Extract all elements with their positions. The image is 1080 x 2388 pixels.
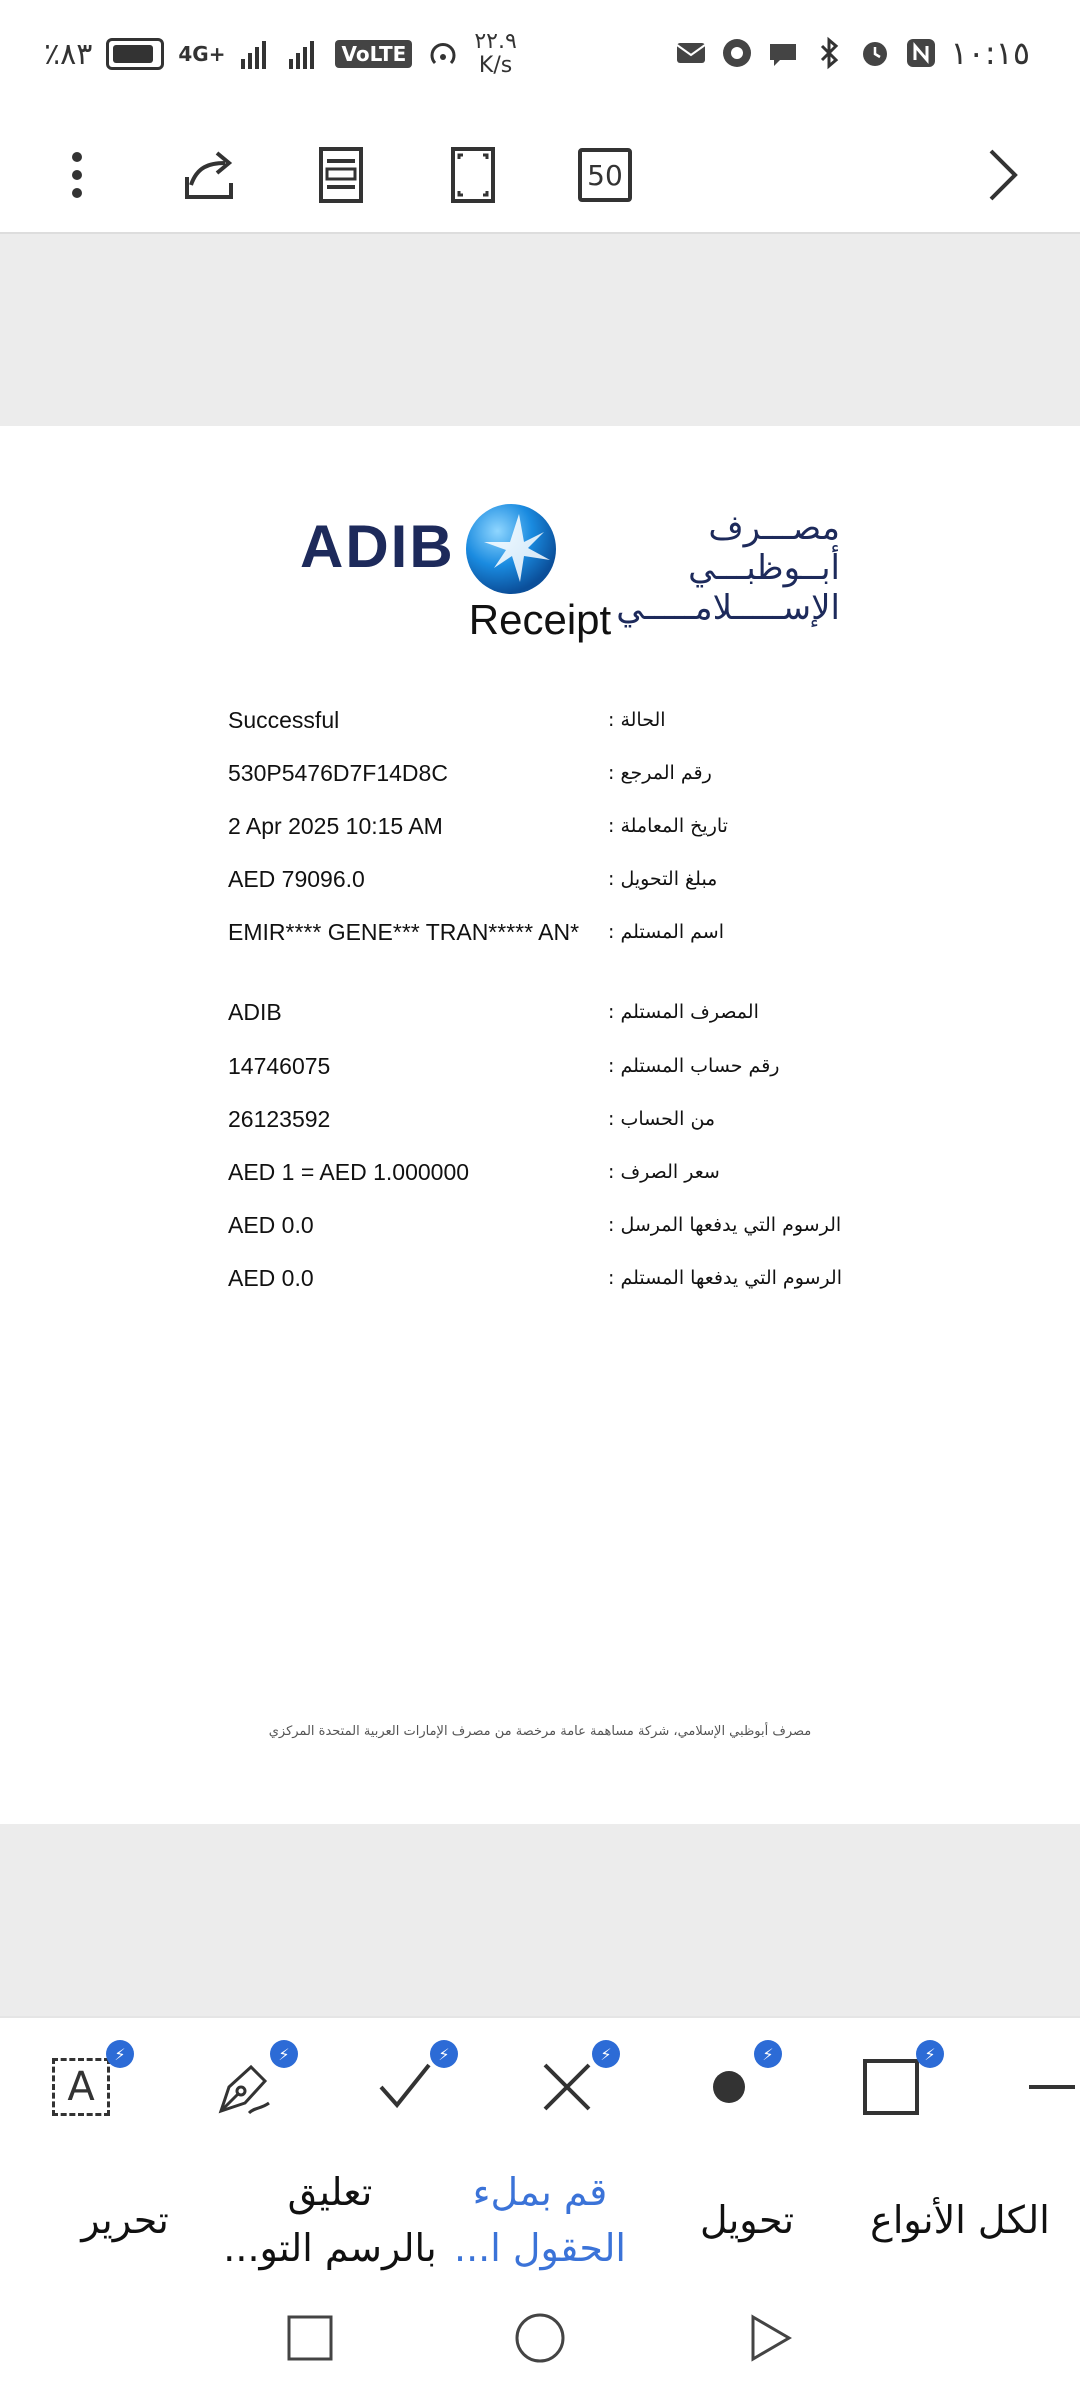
pen-nib-icon [215, 2057, 275, 2117]
receipt-row [228, 1211, 868, 1263]
document-icon [311, 145, 371, 205]
receipt-row-label-text: الرسوم التي يدفعها المستلم : [608, 1267, 842, 1289]
fullscreen-icon [443, 145, 503, 205]
text-box-letter: A [67, 2064, 95, 2110]
text-box-tool[interactable] [46, 2044, 126, 2122]
net-speed [474, 30, 516, 78]
receipt-row-value: ADIB [228, 999, 282, 1025]
receipt-row [228, 812, 868, 864]
triangle-back-icon [745, 2313, 795, 2363]
signature-tool[interactable] [210, 2044, 290, 2122]
premium-badge-icon: ⚡ [270, 2040, 298, 2068]
receipt-row-value: 14746075 [228, 1053, 331, 1079]
receipt-row-label [608, 759, 868, 787]
net-speed-value: ٢٢.٩ [474, 29, 517, 54]
share-button[interactable] [164, 130, 254, 220]
cross-tool[interactable] [532, 2044, 612, 2122]
tab-edit-label: تحرير [81, 2198, 169, 2242]
receipt-row-value: 530P5476D7F14D8C [228, 760, 448, 786]
receipt-row [228, 1264, 868, 1316]
receipt-row [228, 865, 868, 917]
tab-draw-comment-line2: بالرسم التو... [223, 2226, 437, 2270]
receipt-row-label-text: تاريخ المعاملة : [608, 815, 728, 837]
receipt-row [228, 759, 868, 811]
status-bar [0, 0, 1080, 120]
page-number-button[interactable] [560, 130, 650, 220]
recent-apps-button[interactable] [278, 2306, 342, 2370]
status-right [674, 34, 1030, 72]
globe-logo-icon [464, 502, 558, 596]
home-button[interactable] [508, 2306, 572, 2370]
receipt-row-label [608, 998, 868, 1026]
receipt-row [228, 1105, 868, 1157]
text-box-icon [52, 2058, 110, 2116]
logo-ar-line2: الإســـــلامـــــي [616, 588, 840, 628]
record-icon [720, 36, 754, 70]
receipt-row-label-text: سعر الصرف : [608, 1161, 720, 1183]
circle-icon [513, 2311, 567, 2365]
receipt-row-value: 2 Apr 2025 10:15 AM [228, 813, 443, 839]
annotation-tools [0, 2016, 1080, 2150]
tab-fill-fields[interactable] [440, 2164, 640, 2276]
line-tool[interactable] [1010, 2052, 1080, 2122]
receipt-row-label-text: مبلغ التحويل : [608, 868, 718, 890]
receipt-row-label-text: رقم حساب المستلم : [608, 1055, 780, 1077]
net-speed-unit: K/s [478, 53, 513, 78]
receipt-row-label [608, 1158, 868, 1186]
receipt-row-value: Successful [228, 707, 340, 733]
receipt-row-label-text: المصرف المستلم : [608, 1001, 759, 1023]
receipt-row-label [608, 918, 868, 946]
premium-badge-icon: ⚡ [916, 2040, 944, 2068]
next-button[interactable] [956, 130, 1046, 220]
status-left [44, 30, 517, 78]
fit-page-button[interactable] [428, 130, 518, 220]
network-type: 4G+ [178, 42, 226, 66]
mode-tabs [0, 2150, 1080, 2290]
receipt-row-label [608, 865, 868, 893]
signal-icon-2 [287, 37, 321, 71]
logo-text: ADIB [300, 513, 455, 580]
premium-badge-icon: ⚡ [430, 2040, 458, 2068]
tab-all-types-label: الكل الأنواع [870, 2198, 1050, 2242]
square-icon [285, 2313, 335, 2363]
tab-convert-label: تحويل [699, 2198, 795, 2242]
rectangle-icon [861, 2057, 921, 2117]
mail-icon [674, 36, 708, 70]
cross-icon [537, 2057, 597, 2117]
share-icon [177, 143, 241, 207]
chevron-right-icon [971, 145, 1031, 205]
receipt-row [228, 1052, 868, 1104]
document-page[interactable] [0, 426, 1080, 1824]
receipt-row-value: AED 0.0 [228, 1265, 314, 1291]
receipt-row-value: EMIR**** GENE*** TRAN***** AN* [228, 919, 580, 945]
volte-badge: VoLTE [335, 40, 412, 68]
receipt-row-label [608, 1264, 868, 1292]
tab-draw-comment[interactable] [220, 2164, 440, 2276]
receipt-row-label-text: من الحساب : [608, 1108, 716, 1130]
receipt-row-label-text: رقم المرجع : [608, 762, 712, 784]
rectangle-tool[interactable] [856, 2044, 936, 2122]
checkmark-icon [375, 2057, 435, 2117]
back-button[interactable] [738, 2306, 802, 2370]
dot-icon [699, 2057, 759, 2117]
receipt-row-label-text: الرسوم التي يدفعها المرسل : [608, 1214, 842, 1236]
line-icon [1015, 2057, 1075, 2117]
premium-badge-icon: ⚡ [106, 2040, 134, 2068]
system-nav-bar [0, 2290, 1080, 2388]
logo-ar-line1: مصـــرف أبــوظبـــي [688, 508, 840, 588]
tab-fill-fields-line2: الحقول ا... [453, 2226, 626, 2270]
premium-badge-icon: ⚡ [754, 2040, 782, 2068]
alarm-icon [858, 36, 892, 70]
receipt-row-label-text: اسم المستلم : [608, 921, 724, 943]
page-gap-bottom [0, 1824, 1080, 2016]
receipt-row-label [608, 706, 868, 734]
receipt-row-value: AED 0.0 [228, 1212, 314, 1238]
tab-fill-fields-line1: قم بملء [472, 2170, 608, 2214]
battery-percent: ٪٨٣ [44, 36, 93, 72]
signal-icon [239, 37, 273, 71]
clock: ١٠:١٥ [950, 34, 1030, 72]
more-vertical-icon [47, 145, 107, 205]
tab-all-types[interactable] [860, 2192, 1060, 2248]
receipt-row [228, 706, 868, 758]
receipt-row-label [608, 1105, 868, 1133]
nfc-icon [904, 36, 938, 70]
page-number: 50 [587, 158, 623, 192]
footer-note: مصرف أبوظبي الإسلامي، شركة مساهمة عامة مرخصة من مصرف الإمارات العربية المتحدة المركزي [268, 1724, 812, 1739]
more-options-button[interactable] [32, 130, 122, 220]
premium-badge-icon: ⚡ [592, 2040, 620, 2068]
receipt-row-value: AED 1 = AED 1.000000 [228, 1159, 470, 1185]
battery-icon [106, 38, 164, 70]
receipt-row-value: 26123592 [228, 1106, 331, 1132]
pdf-toolbar [0, 120, 1080, 234]
tab-edit[interactable] [60, 2192, 190, 2248]
reading-mode-button[interactable] [296, 130, 386, 220]
tab-draw-comment-line1: تعليق [287, 2170, 373, 2214]
chat-icon [766, 36, 800, 70]
dot-tool[interactable] [694, 2044, 774, 2122]
receipt-row-value: AED 79096.0 [228, 866, 365, 892]
bluetooth-icon [812, 36, 846, 70]
page-number-box [578, 148, 632, 202]
receipt-row-label [608, 1211, 868, 1239]
receipt-row [228, 1158, 868, 1210]
tab-convert[interactable] [672, 2192, 822, 2248]
receipt-row [228, 998, 868, 1050]
checkmark-tool[interactable] [370, 2044, 450, 2122]
page-gap-top [0, 236, 1080, 426]
receipt-title: Receipt [468, 596, 612, 643]
receipt-row [228, 918, 868, 970]
hotspot-icon [426, 37, 460, 71]
receipt-row-label [608, 1052, 868, 1080]
receipt-row-label [608, 812, 868, 840]
receipt-row-label-text: الحالة : [608, 709, 666, 731]
